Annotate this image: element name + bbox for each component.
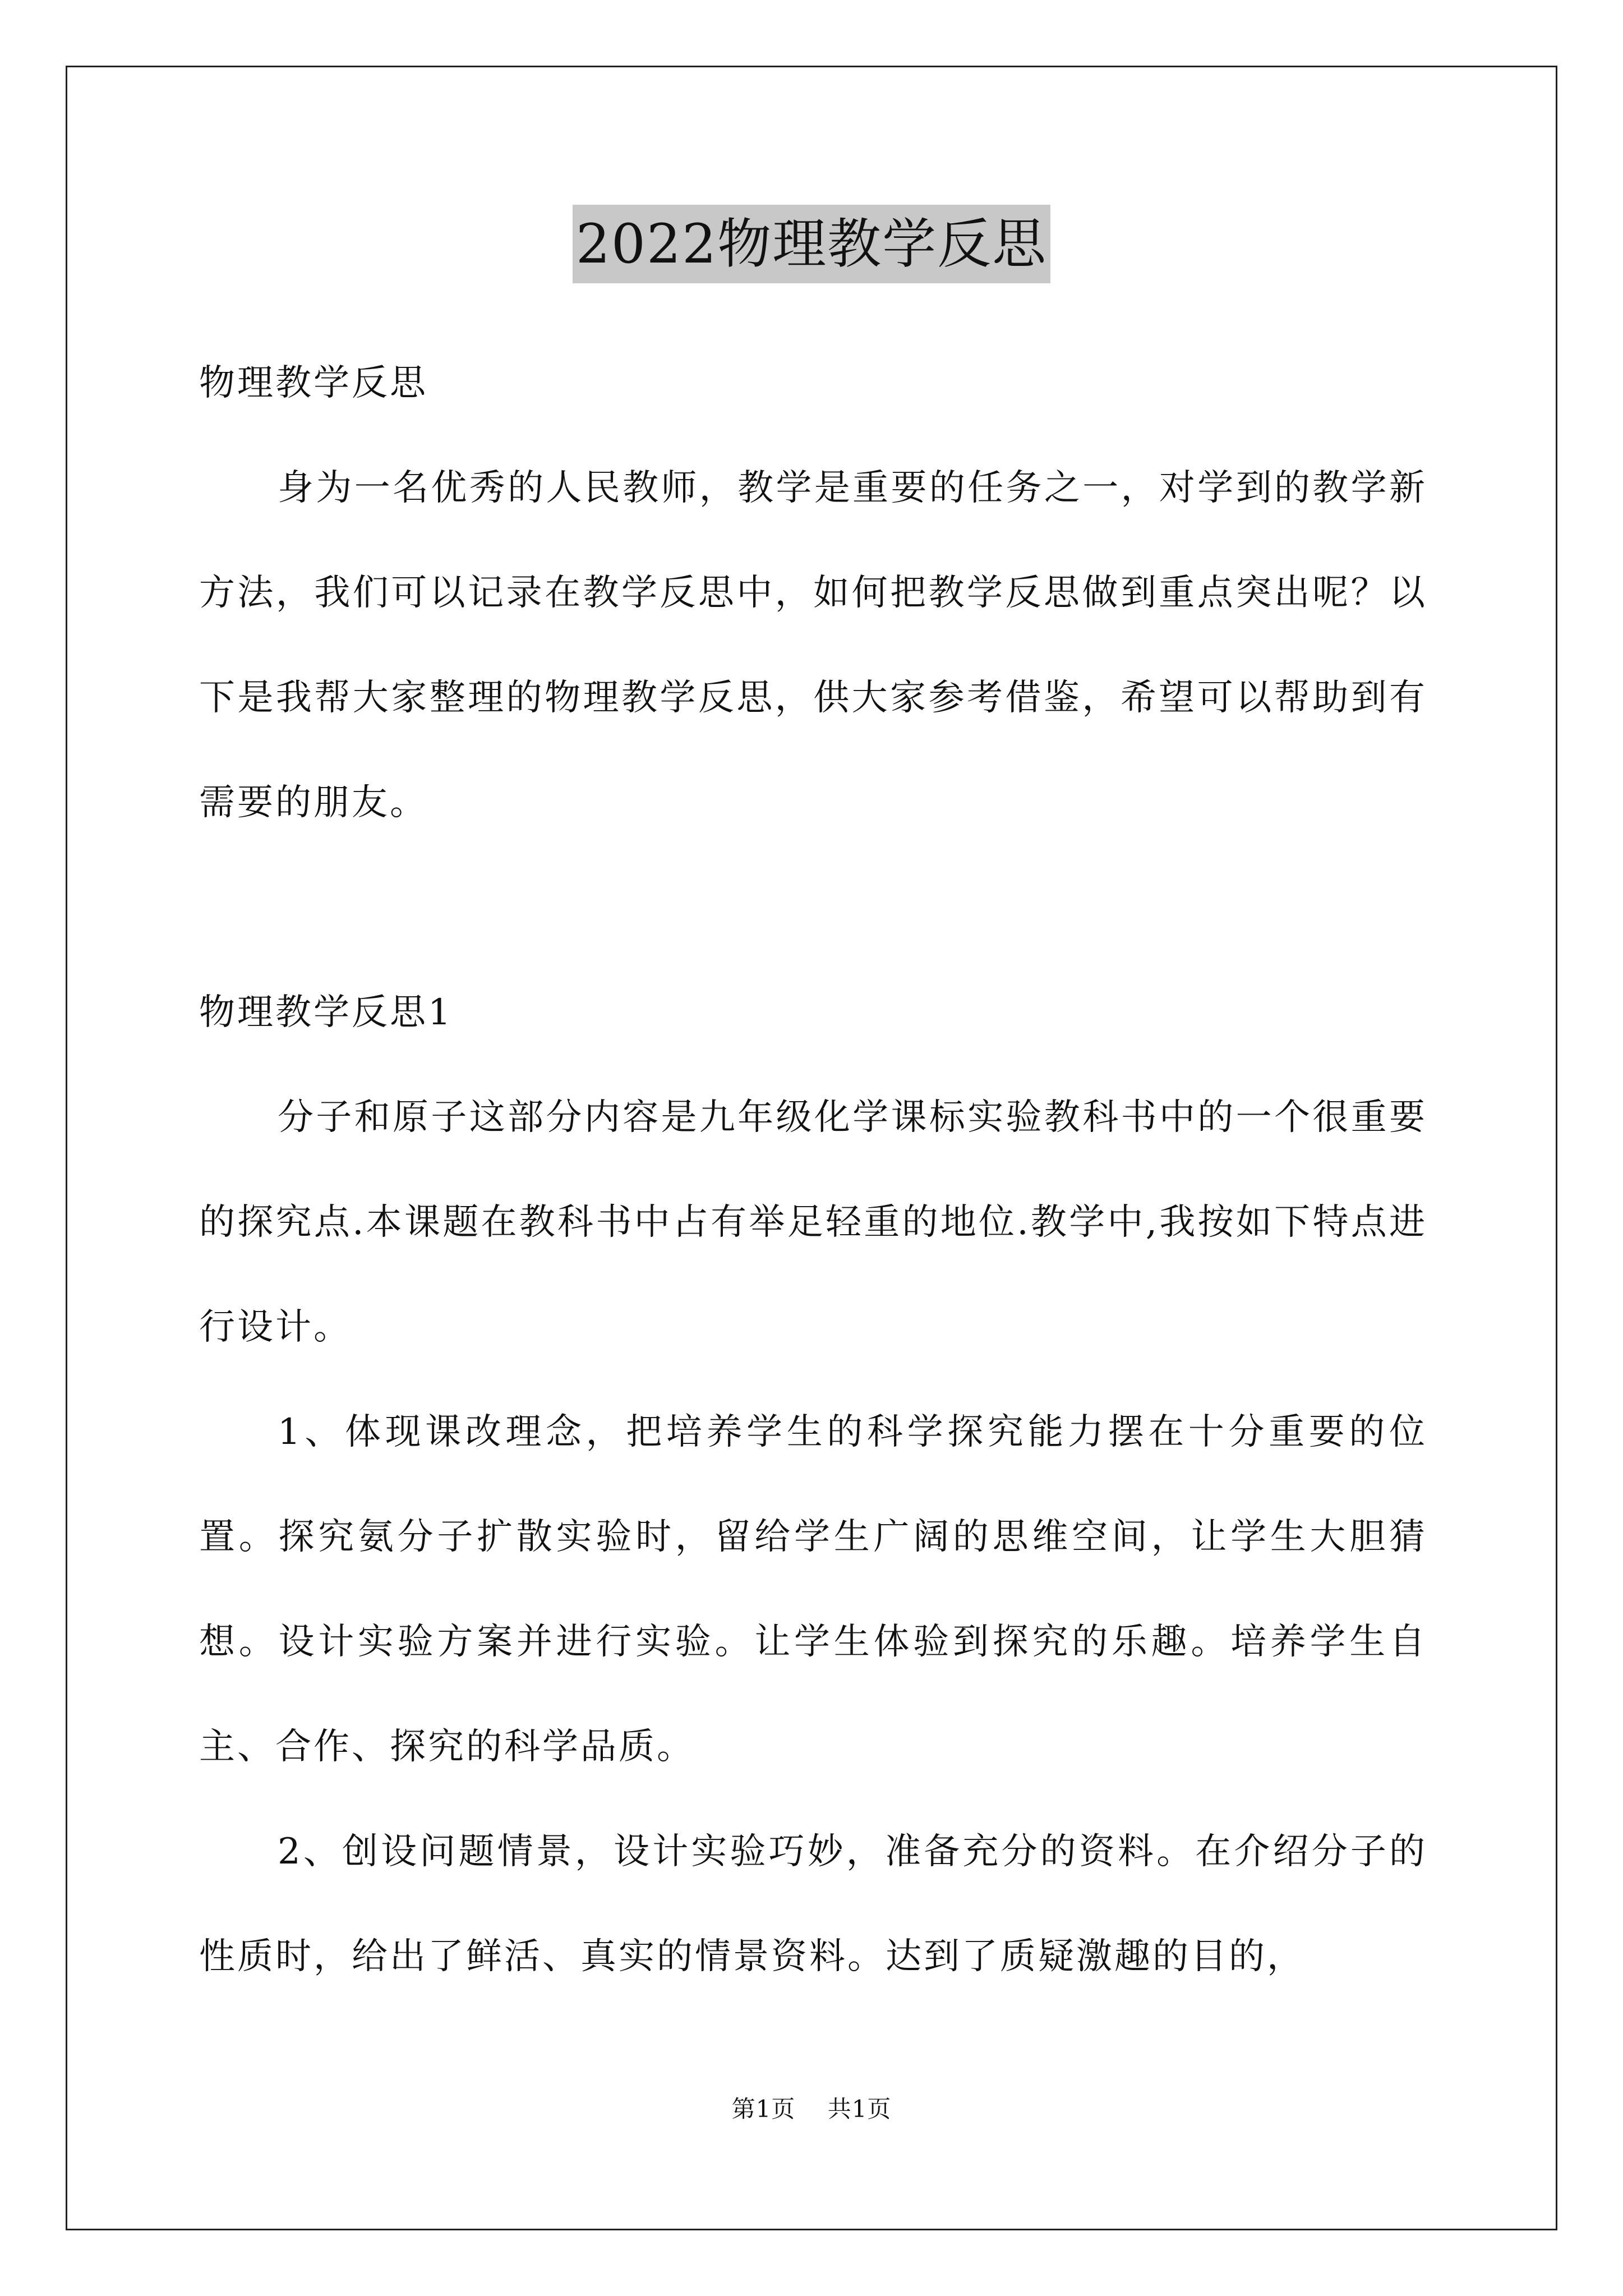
spacer — [199, 855, 1427, 960]
section-paragraph-3: 2、创设问题情景，设计实验巧妙，准备充分的资料。在介绍分子的性质时，给出了鲜活、真实的情景资料。达到了质疑激趣的目的， — [199, 1831, 1427, 1977]
subtitle: 物理教学反思 — [199, 362, 428, 404]
section-heading: 物理教学反思1 — [199, 992, 453, 1033]
section-paragraph-1: 分子和原子这部分内容是九年级化学课标实验教科书中的一个很重要的探究点.本课题在教科书中占有举足轻重的地位.教学中,我按如下特点进行设计。 — [199, 1097, 1427, 1348]
document-title: 2022物理教学反思 — [573, 205, 1050, 283]
page-footer — [0, 2092, 1623, 2126]
title-container — [0, 205, 1623, 283]
intro-paragraph: 身为一名优秀的人民教师，教学是重要的任务之一，对学到的教学新方法，我们可以记录在教学反思中，如何把教学反思做到重点突出呢？以下是我帮大家整理的物理教学反思，供大家参考借鉴，希望可以帮助到有需要的朋友。 — [199, 467, 1427, 823]
page-number-total: 共1页 — [827, 2095, 892, 2123]
document-body — [199, 331, 1427, 2009]
page-number-current: 第1页 — [731, 2095, 796, 2123]
section-paragraph-2: 1、体现课改理念，把培养学生的科学探究能力摆在十分重要的位置。探究氨分子扩散实验时，留给学生广阔的思维空间，让学生大胆猜想。设计实验方案并进行实验。让学生体验到探究的乐趣。培养学生自主、合作、探究的科学品质。 — [199, 1411, 1427, 1768]
